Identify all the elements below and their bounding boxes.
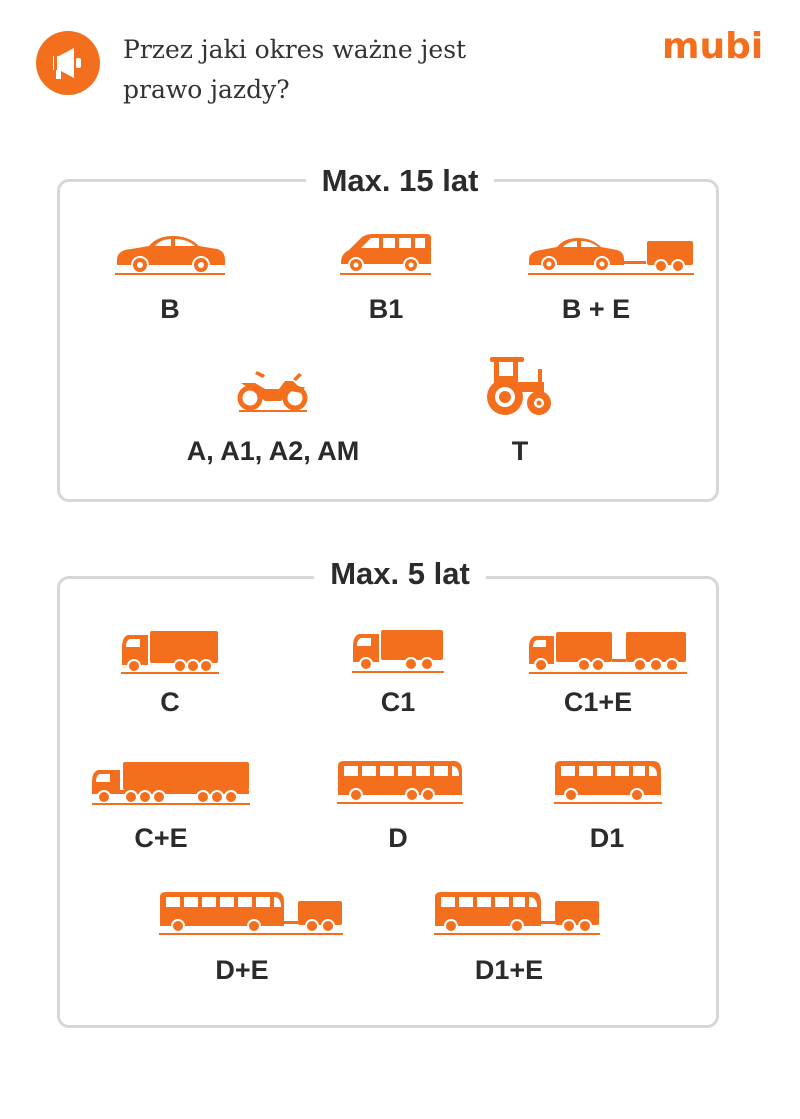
label-a-a1-a2-am: A, A1, A2, AM [186, 436, 360, 466]
label-t: T [511, 436, 529, 466]
megaphone-icon [36, 31, 100, 95]
label-c1: C1 [380, 687, 416, 717]
label-c: C [160, 687, 180, 717]
label-d-plus-e: D+E [215, 955, 269, 985]
group-max-15 [57, 179, 719, 502]
label-c1-plus-e: C1+E [563, 687, 633, 717]
group-title-max-15: Max. 15 lat [0, 163, 800, 199]
label-d1-plus-e: D1+E [474, 955, 544, 985]
page-title: Przez jaki okres ważne jest prawo jazdy? [123, 35, 467, 104]
mubi-logo[interactable]: mubi [662, 26, 764, 67]
label-d: D [388, 823, 408, 853]
label-b: B [160, 294, 180, 324]
label-b1: B1 [368, 294, 404, 324]
label-c-plus-e: C+E [134, 823, 188, 853]
label-b-plus-e: B + E [561, 294, 631, 324]
group-title-max-5: Max. 5 lat [0, 556, 800, 592]
label-d1: D1 [589, 823, 625, 853]
